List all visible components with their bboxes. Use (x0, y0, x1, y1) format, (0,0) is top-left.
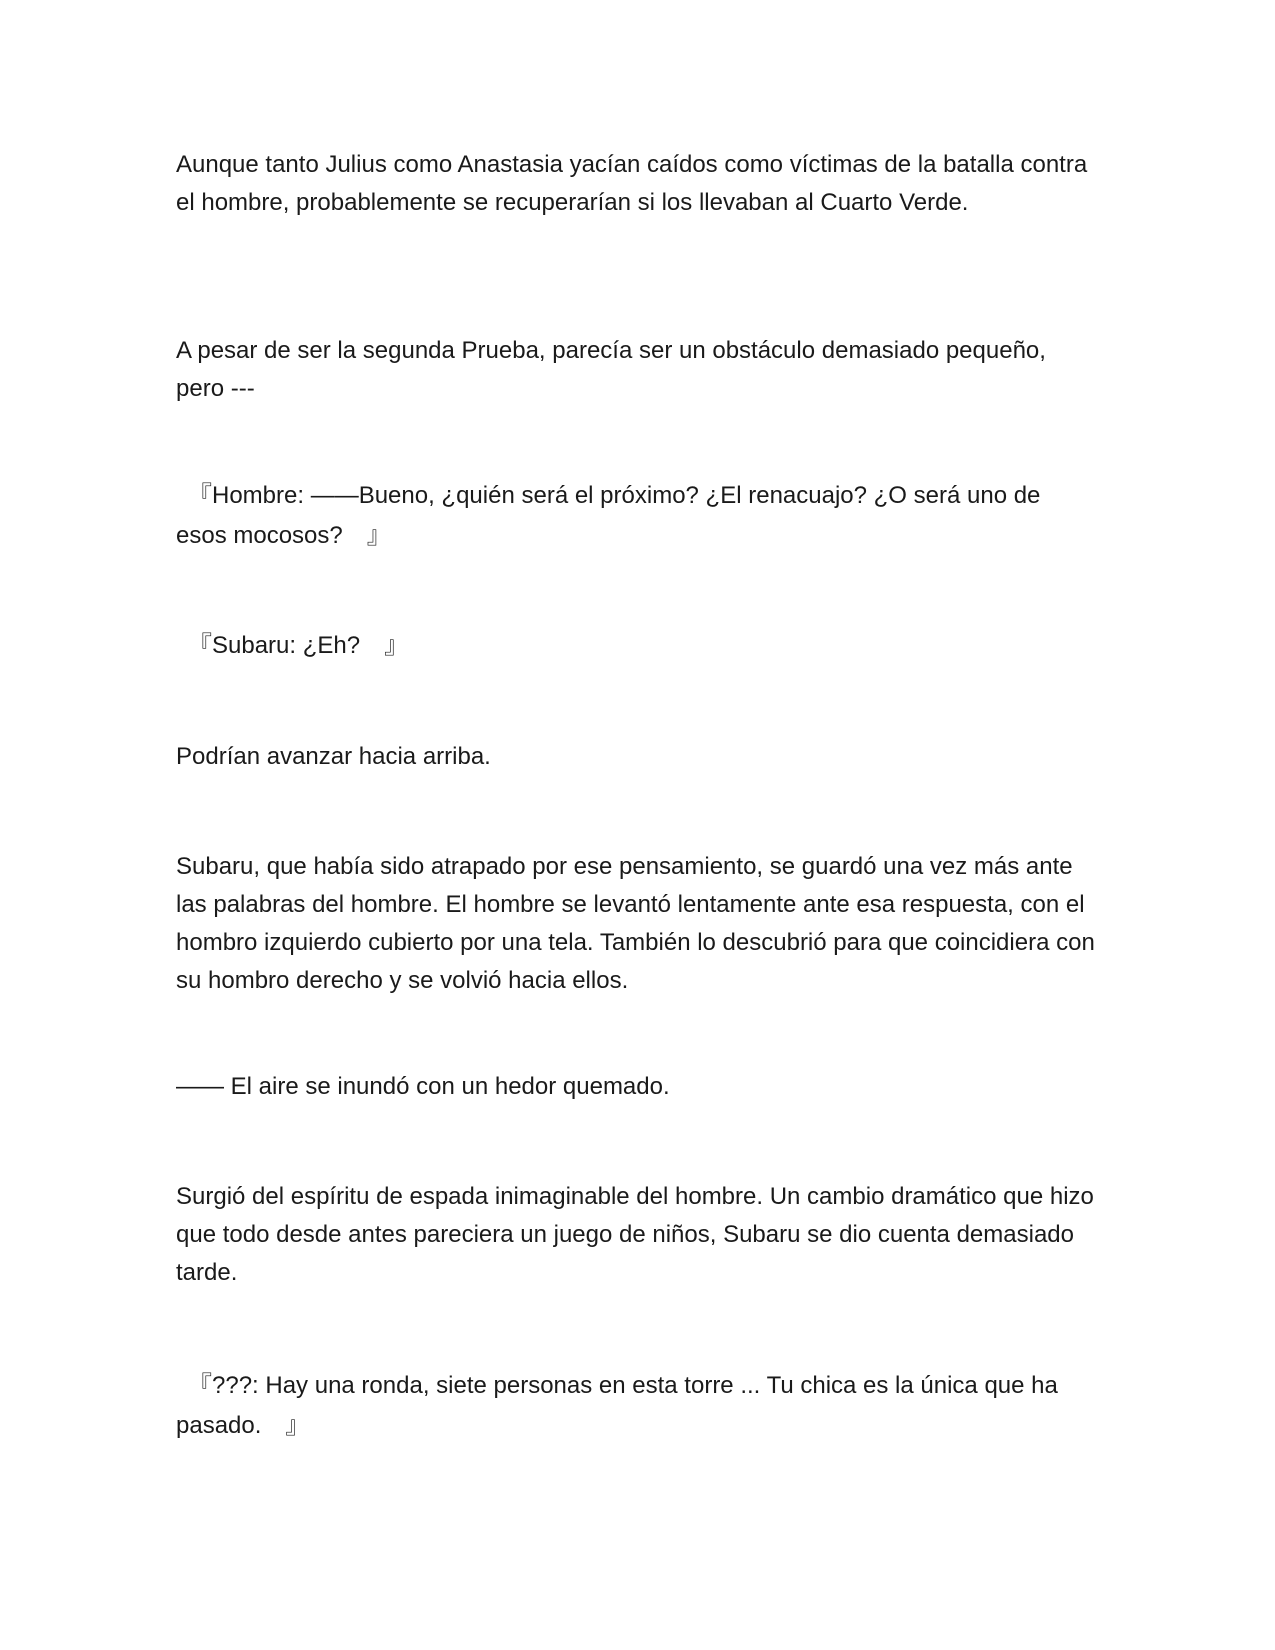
paragraph-5: —— El aire se inundó con un hedor quemado. (176, 1073, 670, 1100)
paragraph-2: A pesar de ser la segunda Prueba, parecía ser un obstáculo demasiado pequeño, pero --- (176, 337, 1046, 402)
dialogue-subaru: 『Subaru: ¿Eh? 』 (176, 632, 409, 659)
paragraph-6: Surgió del espíritu de espada inimaginable del hombre. Un cambio dramático que hizo que todo desde antes pareciera un juego de niños, Subaru se dio cuenta demasiado tarde. (176, 1183, 1094, 1286)
paragraph-1: Aunque tanto Julius como Anastasia yacían caídos como víctimas de la batalla contra el hombre, probablemente se recuperarían si los llevaban al Cuarto Verde. (176, 151, 1088, 216)
paragraph-4: Subaru, que había sido atrapado por ese pensamiento, se guardó una vez más ante las palabras del hombre. El hombre se levantó lentamente ante esa respuesta, con el hombro izquierdo cubierto por una tela. También lo descubrió para que coincidiera con su hombro derecho y se volvió hacia ellos. (176, 853, 1095, 994)
paragraph-3: Podrían avanzar hacia arriba. (176, 743, 491, 770)
dialogue-unknown: 『???: Hay una ronda, siete personas en esta torre ... Tu chica es la única que ha pasado. 』 (176, 1372, 1058, 1439)
dialogue-hombre: 『Hombre: ——Bueno, ¿quién será el próximo? ¿El renacuajo? ¿O será uno de esos mocosos? 』 (176, 482, 1041, 549)
